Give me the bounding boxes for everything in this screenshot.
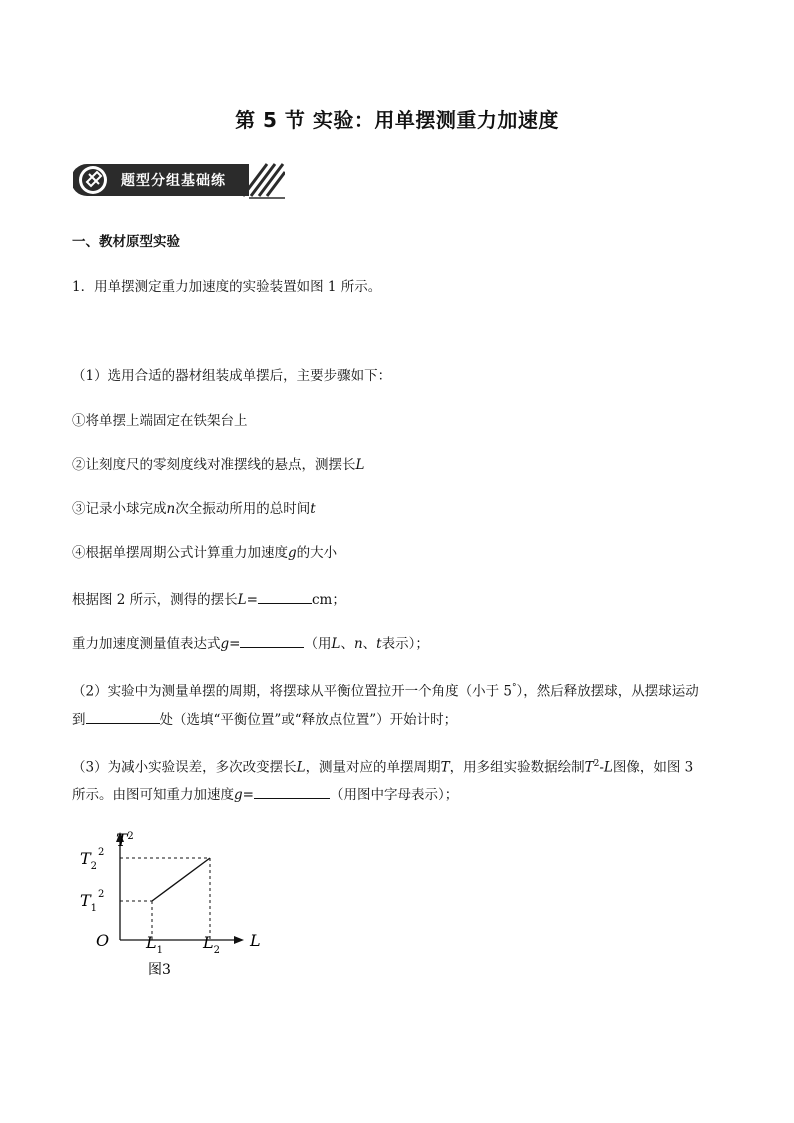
- part2-line1: （2）实验中为测量单摆的周期，将摆球从平衡位置拉开一个角度（小于 5°），然后释放摆球，从摆球运动: [72, 683, 699, 700]
- part1-intro: （1）选用合适的器材组装成单摆后，主要步骤如下：: [72, 368, 392, 384]
- figure3-graph: [72, 826, 272, 986]
- g-expression-blank[interactable]: [240, 633, 304, 648]
- y-axis-label: $T^2$: [116, 831, 134, 851]
- g-graph-blank[interactable]: [254, 784, 330, 799]
- step-4: ④根据单摆周期公式计算重力加速度g的大小: [72, 545, 338, 561]
- figure-caption: 图3: [148, 962, 171, 978]
- step-1: ①将单摆上端固定在铁架台上: [72, 413, 248, 429]
- data-line: [152, 858, 210, 901]
- length-answer-blank[interactable]: [258, 589, 312, 604]
- l2-label: $L_2$: [203, 933, 220, 956]
- x-axis-arrow: [234, 936, 244, 944]
- step-2: ②让刻度尺的零刻度线对准摆线的悬点，测摆长L: [72, 457, 365, 473]
- page-title: 第 5 节 实验：用单摆测重力加速度: [235, 108, 559, 132]
- part3-line2: 所示。由图可知重力加速度g= （用图中字母表示）；: [72, 784, 458, 805]
- l1-label: $L_1$: [146, 933, 163, 956]
- step-3: ③记录小球完成n次全振动所用的总时间t: [72, 501, 316, 517]
- fill-length-line: 根据图 2 所示，测得的摆长L= cm；: [72, 589, 346, 610]
- origin-label: O: [96, 931, 110, 950]
- t2-label: $T_2^2$: [80, 847, 105, 872]
- part3-line1: （3）为减小实验误差，多次改变摆长L，测量对应的单摆周期T，用多组实验数据绘制$T^2-L$图像，如图 3: [72, 759, 694, 776]
- timing-position-blank[interactable]: [86, 709, 160, 724]
- banner-label: 题型分组基础练: [121, 173, 226, 189]
- t1-label: $T_1^2$: [80, 889, 105, 914]
- section-heading: 一、教材原型实验: [72, 234, 180, 250]
- part2-line2: 到 处（选填“平衡位置”或“释放点位置”）开始计时；: [72, 709, 457, 730]
- question-stem: 1．用单摆测定重力加速度的实验装置如图 1 所示。: [72, 279, 382, 295]
- x-axis-label: L: [250, 931, 261, 950]
- fill-g-line: 重力加速度测量值表达式g= （用L、n、t表示）；: [72, 633, 429, 654]
- section-banner: [73, 160, 285, 200]
